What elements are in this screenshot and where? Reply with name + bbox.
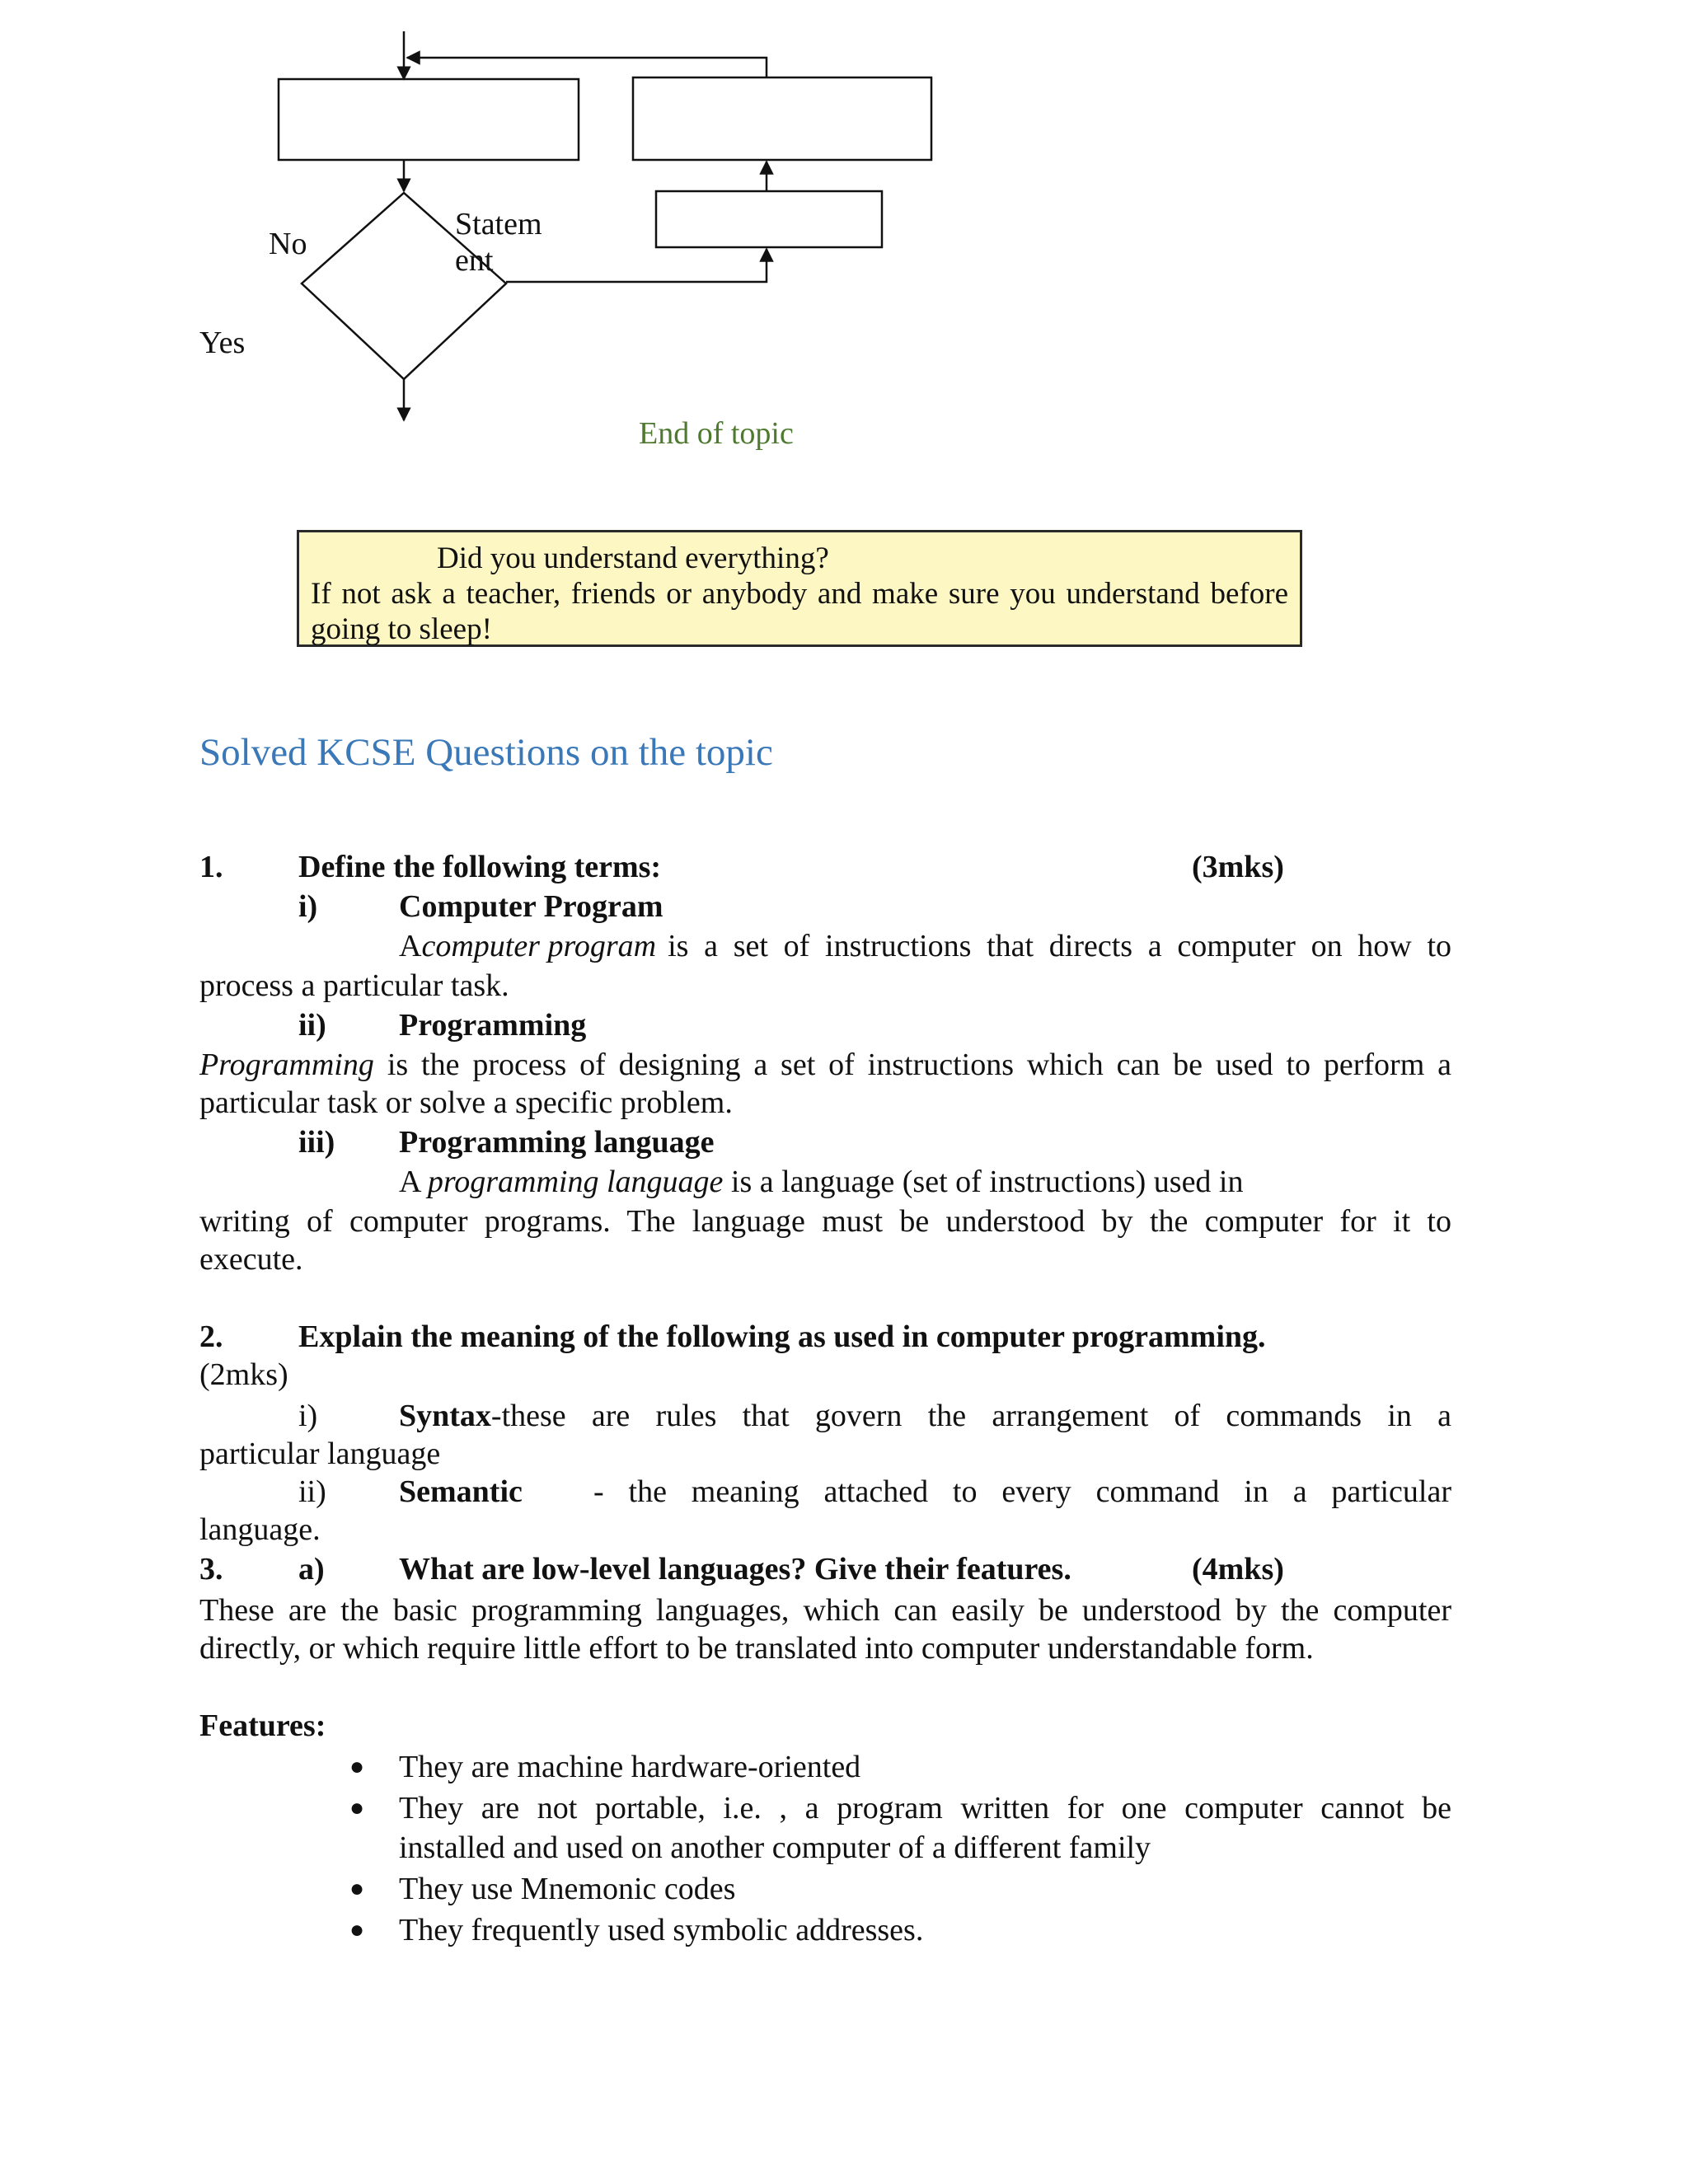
q3-marks: (4mks)	[1192, 1552, 1284, 1586]
q1-number: 1.	[199, 850, 223, 884]
q1-iii-def-a: A	[399, 1165, 420, 1199]
q2-ii-label: ii)	[298, 1474, 326, 1509]
q1-ii-def-rest: is the process of designing a set of instructions which can be used to perform a	[387, 1047, 1451, 1082]
note-line-2: If not ask a teacher, friends or anybody and make sure you understand before	[311, 577, 1288, 611]
q1-iii-def-line2: writing of computer programs. The language must be understood by the computer for it to	[199, 1204, 1451, 1239]
q1-ii-def-line2: particular task or solve a specific problem.	[199, 1085, 733, 1120]
q1-i-definition	[399, 926, 1451, 966]
reminder-note-box	[297, 530, 1302, 647]
feature-item-1: They are machine hardware-oriented	[399, 1750, 861, 1784]
flowchart-statement-label-cont: ent	[455, 243, 494, 278]
q2-ii-def-line2: language.	[199, 1512, 321, 1547]
feature-item-4: They frequently used symbolic addresses.	[399, 1913, 924, 1947]
q1-iii-def-line3: execute.	[199, 1242, 303, 1277]
q1-iii-definition	[399, 1162, 1244, 1202]
q1-i-def-line2: process a particular task.	[199, 968, 509, 1003]
q2-i-definition	[399, 1396, 1451, 1436]
q3-number: 3.	[199, 1552, 223, 1586]
features-heading: Features:	[199, 1708, 326, 1743]
q1-i-def-term: computer program	[421, 929, 657, 963]
q1-iii-label: iii)	[298, 1125, 335, 1160]
q1-ii-label: ii)	[298, 1008, 326, 1043]
q1-iii-def-rest: is a language (set of instructions) used in	[730, 1165, 1244, 1199]
q2-ii-def: - the meaning attached to every command in a particular	[593, 1474, 1451, 1509]
q1-i-term: Computer Program	[399, 889, 663, 924]
q1-i-def-a: A	[399, 929, 422, 963]
q3-title: What are low-level languages? Give their features.	[399, 1552, 1071, 1586]
q1-title: Define the following terms:	[298, 850, 662, 884]
q1-ii-definition	[199, 1045, 1451, 1085]
flowchart-no-label: No	[269, 227, 307, 261]
q3-answer-line2: directly, or which require little effort to be translated into computer understandable form.	[199, 1631, 1314, 1666]
q1-ii-def-term: Programming	[199, 1047, 374, 1082]
q2-i-def: -these are rules that govern the arrangement of commands in a	[490, 1399, 1451, 1433]
q1-marks: (3mks)	[1192, 850, 1284, 884]
flowchart-small-box	[656, 191, 882, 247]
flowchart-statement-label: Statem	[455, 207, 542, 241]
feature-bullet-4: ●	[349, 1916, 365, 1943]
q1-iii-def-term: programming language	[427, 1165, 724, 1199]
end-of-topic-label: End of topic	[639, 416, 794, 451]
q2-number: 2.	[199, 1319, 223, 1354]
q2-i-term: Syntax	[399, 1399, 491, 1433]
flowchart-decision-branch-line	[506, 249, 767, 282]
section-heading: Solved KCSE Questions on the topic	[199, 731, 773, 774]
flowchart-diagram	[0, 0, 1688, 462]
q2-i-label: i)	[298, 1399, 318, 1433]
q1-i-label: i)	[298, 889, 318, 924]
feature-item-2: They are not portable, i.e. , a program written for one computer cannot be	[399, 1791, 1451, 1825]
flowchart-process-box-right	[633, 77, 931, 160]
q2-ii-term: Semantic	[399, 1474, 523, 1509]
feature-bullet-1: ●	[349, 1753, 365, 1780]
q2-i-def-line2: particular language	[199, 1436, 441, 1471]
q1-ii-term: Programming	[399, 1008, 587, 1043]
note-line-1: Did you understand everything?	[437, 541, 829, 575]
feature-item-3: They use Mnemonic codes	[399, 1872, 736, 1906]
flowchart-loop-line	[407, 58, 767, 77]
feature-bullet-2: ●	[349, 1794, 365, 1821]
q2-title: Explain the meaning of the following as used in computer programming.	[298, 1319, 1266, 1354]
feature-item-2-cont: installed and used on another computer of a different family	[399, 1830, 1151, 1865]
q3-answer-line1: These are the basic programming languages, which can easily be understood by the computer	[199, 1593, 1451, 1628]
q3-part: a)	[298, 1552, 325, 1586]
flowchart-yes-label: Yes	[199, 326, 246, 360]
q1-iii-term: Programming language	[399, 1125, 715, 1160]
note-line-3: going to sleep!	[311, 612, 492, 646]
feature-bullet-3: ●	[349, 1875, 365, 1902]
q2-marks: (2mks)	[199, 1357, 288, 1392]
flowchart-process-box-left	[279, 79, 579, 160]
q1-i-def-rest: is a set of instructions that directs a computer on how to	[668, 929, 1451, 963]
